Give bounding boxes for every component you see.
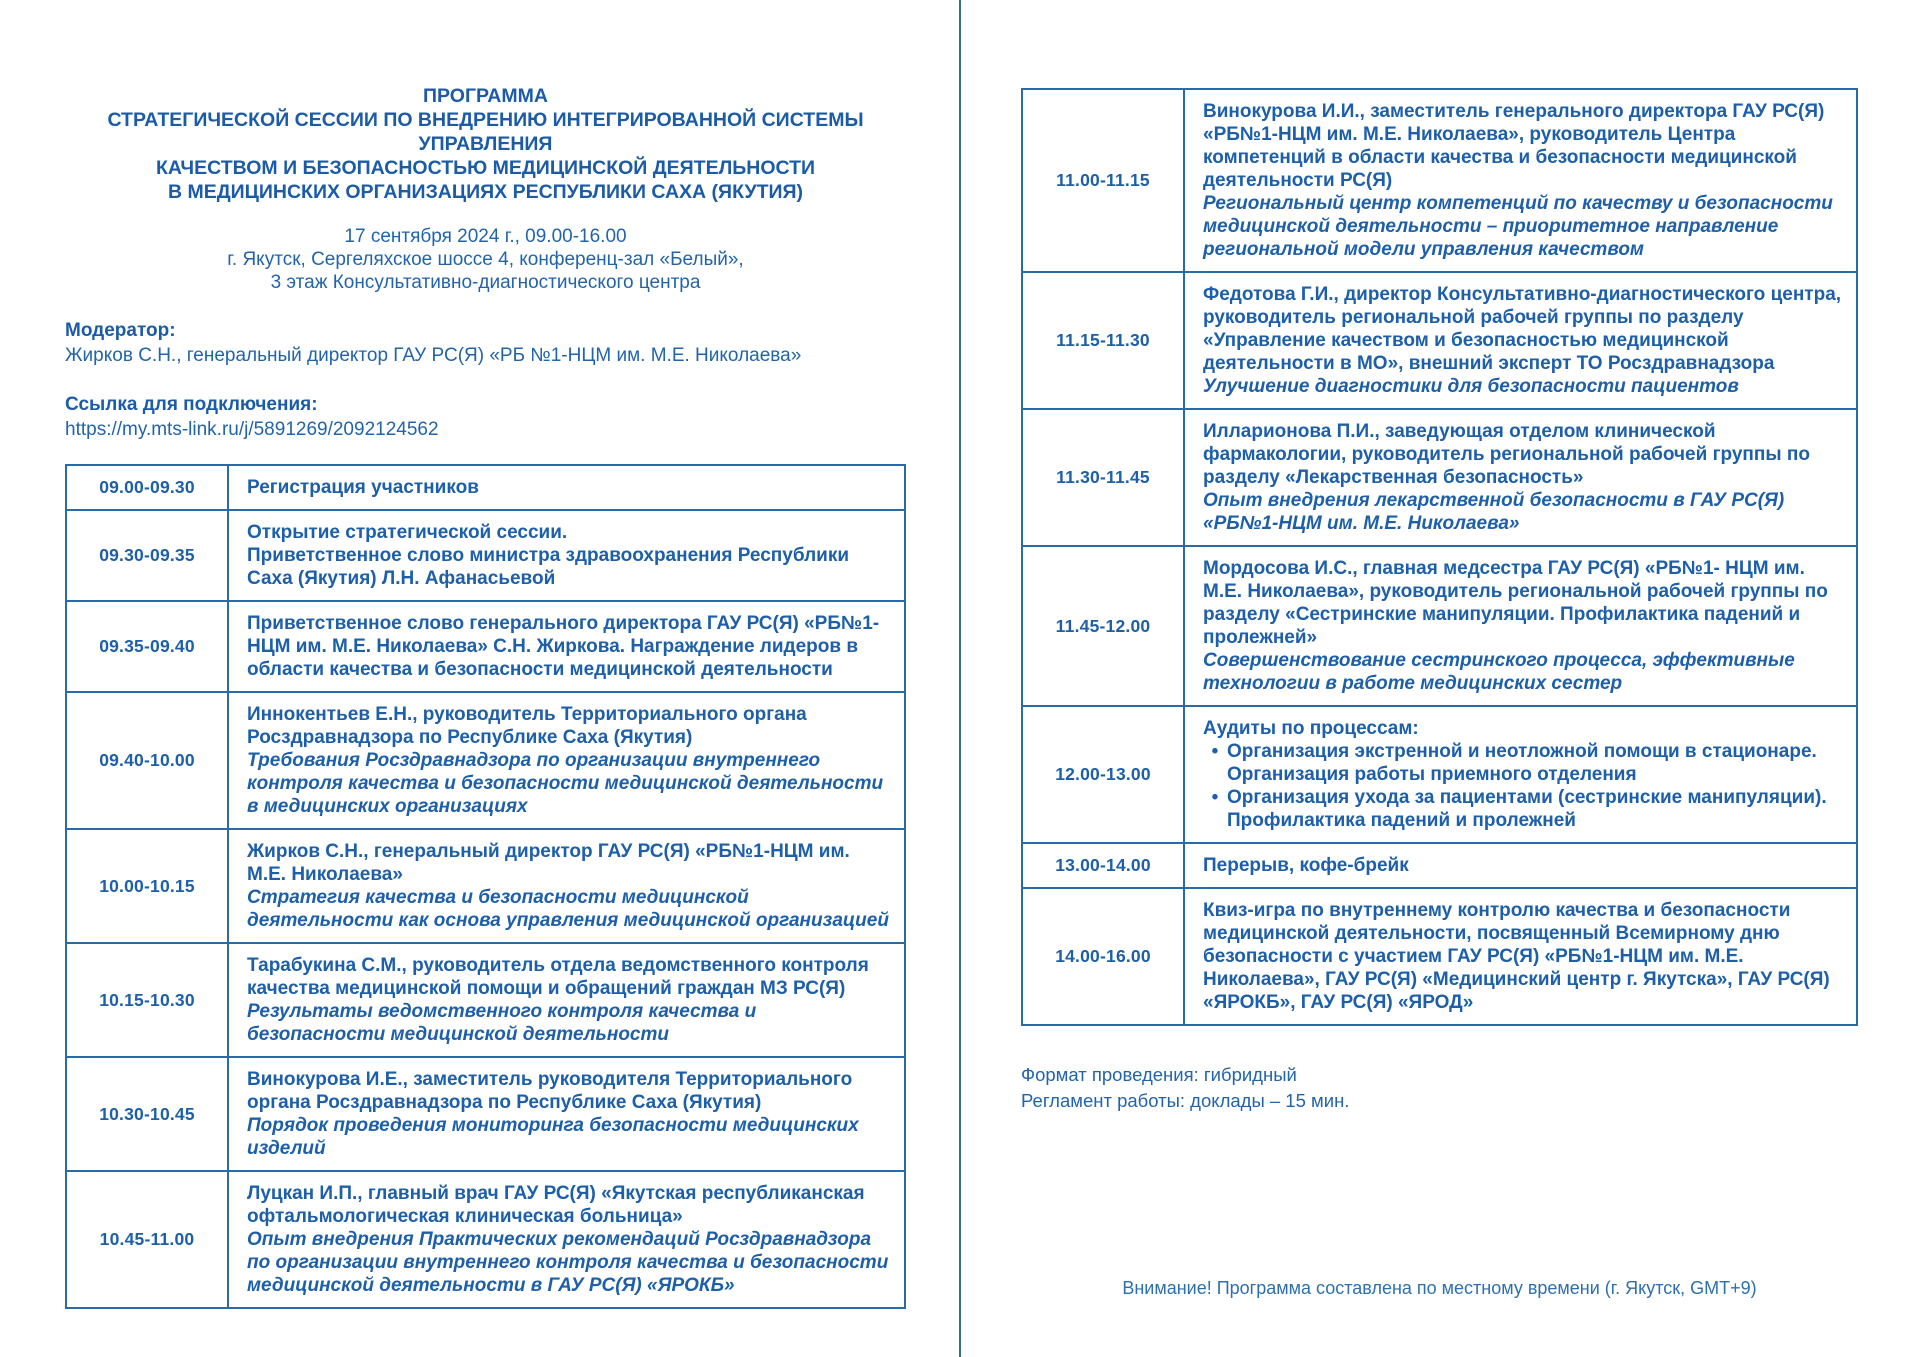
document-title-line: КАЧЕСТВОМ И БЕЗОПАСНОСТЬЮ МЕДИЦИНСКОЙ ДЕЯТЕЛЬНОСТИ <box>155 157 816 179</box>
session-speaker: Жирков С.Н., генеральный директор ГАУ РС(Я) «РБ№1-НЦМ им. М.Е. Николаева» <box>247 841 850 885</box>
left-page <box>65 0 906 1309</box>
session-speaker: Мордосова И.С., главная медсестра ГАУ РС(Я) «РБ№1- НЦМ им. М.Е. Николаева», руководитель региональной рабочей группы по разделу «Сестринские манипуляции. Профилактика падений и пролежней» <box>1203 558 1828 648</box>
event-rules: Регламент работы: доклады – 15 мин. <box>1021 1090 1350 1111</box>
time-slot: 11.30-11.45 <box>1022 409 1184 546</box>
right-page <box>1021 0 1858 1114</box>
session-topic: Совершенствование сестринского процесса, эффективные технологии в работе медицинских сестер <box>1203 650 1795 694</box>
session-description <box>228 943 905 1057</box>
time-slot: 11.00-11.15 <box>1022 89 1184 272</box>
schedule-table-afternoon <box>1021 88 1858 1026</box>
schedule-row <box>66 692 905 829</box>
bullet-icon: • <box>1211 787 1219 808</box>
session-speaker: Иннокентьев Е.Н., руководитель Территориального органа Росздравнадзора по Республике Саха (Якутия) <box>247 704 807 748</box>
time-slot: 14.00-16.00 <box>1022 888 1184 1025</box>
moderator-label: Модератор: <box>65 320 176 341</box>
session-description <box>228 510 905 601</box>
session-speaker: Перерыв, кофе-брейк <box>1203 855 1409 876</box>
connection-link[interactable]: https://my.mts-link.ru/j/5891269/2092124562 <box>65 419 439 440</box>
document-title-line: ПРОГРАММА <box>423 85 548 107</box>
session-speaker: Открытие стратегической сессии. <box>247 522 568 543</box>
session-speaker: Квиз-игра по внутреннему контролю качества и безопасности медицинской деятельности, посвященный Всемирному дню безопасности с участием ГАУ РС(Я) «РБ№1-НЦМ им. М.Е. Николаева», ГАУ РС(Я) «Медицинский центр г. Якутска», ГАУ РС(Я) «ЯРОКБ», ГАУ РС(Я) «ЯРОД» <box>1203 900 1830 1013</box>
schedule-row <box>1022 843 1857 888</box>
schedule-row <box>66 1171 905 1308</box>
schedule-table-morning <box>65 464 906 1309</box>
session-description <box>228 829 905 943</box>
session-topic: Опыт внедрения Практических рекомендаций Росздравнадзора по организации внутреннего контроля качества и безопасности медицинской деятельности в ГАУ РС(Я) «ЯРОКБ» <box>247 1229 889 1296</box>
session-topic: Порядок проведения мониторинга безопасности медицинских изделий <box>247 1115 859 1159</box>
session-speaker: Луцкан И.П., главный врач ГАУ РС(Я) «Якутская республиканская офтальмологическая клиническая больница» <box>247 1183 865 1227</box>
bullet-icon: • <box>1211 741 1219 762</box>
session-description <box>1184 546 1857 706</box>
moderator-name: Жирков С.Н., генеральный директор ГАУ РС(Я) «РБ №1-НЦМ им. М.Е. Николаева» <box>65 345 802 366</box>
time-slot: 09.40-10.00 <box>66 692 228 829</box>
time-slot: 09.00-09.30 <box>66 465 228 510</box>
session-description <box>1184 272 1857 409</box>
time-slot: 12.00-13.00 <box>1022 706 1184 843</box>
session-speaker: Аудиты по процессам: <box>1203 718 1419 739</box>
session-speaker: Регистрация участников <box>247 477 479 498</box>
session-description <box>1184 843 1857 888</box>
event-datetime-location <box>65 225 906 294</box>
schedule-row <box>66 601 905 692</box>
schedule-row <box>66 943 905 1057</box>
session-topic: Стратегия качества и безопасности медицинской деятельности как основа управления медицинской организацией <box>247 887 889 931</box>
time-slot: 10.45-11.00 <box>66 1171 228 1308</box>
schedule-row <box>66 829 905 943</box>
schedule-row <box>1022 706 1857 843</box>
document-title <box>65 84 906 204</box>
session-topic: Опыт внедрения лекарственной безопасности в ГАУ РС(Я) «РБ№1-НЦМ им. М.Е. Николаева» <box>1203 490 1785 534</box>
session-description <box>228 1171 905 1308</box>
time-slot: 10.00-10.15 <box>66 829 228 943</box>
bullet-text: Организация экстренной и неотложной помощи в стационаре. Организация работы приемного отделения <box>1227 741 1817 785</box>
schedule-row <box>1022 272 1857 409</box>
schedule-row <box>66 1057 905 1171</box>
session-speaker: Приветственное слово министра здравоохранения Республики Саха (Якутия) Л.Н. Афанасьевой <box>247 545 850 589</box>
document-title-line: В МЕДИЦИНСКИХ ОРГАНИЗАЦИЯХ РЕСПУБЛИКИ САХА (ЯКУТИЯ) <box>167 181 804 203</box>
session-description <box>228 465 905 510</box>
session-topic: Результаты ведомственного контроля качества и безопасности медицинской деятельности <box>247 1001 757 1045</box>
event-format: Формат проведения: гибридный <box>1021 1064 1297 1085</box>
event-format-block <box>1021 1062 1858 1114</box>
schedule-row <box>1022 409 1857 546</box>
session-speaker: Приветственное слово генерального директора ГАУ РС(Я) «РБ№1-НЦМ им. М.Е. Николаева» С.Н. Жиркова. Награждение лидеров в области качества и безопасности медицинской деятельности <box>247 613 880 680</box>
session-speaker: Винокурова И.И., заместитель генерального директора ГАУ РС(Я) «РБ№1-НЦМ им. М.Е. Николаева», руководитель Центра компетенций в области качества и безопасности медицинской деятельности РС(Я) <box>1203 101 1825 191</box>
session-description <box>228 601 905 692</box>
event-location-line: 3 этаж Консультативно-диагностического центра <box>270 272 701 293</box>
session-speaker: Винокурова И.Е., заместитель руководителя Территориального органа Росздравнадзора по Республике Саха (Якутия) <box>247 1069 853 1113</box>
event-location-line: г. Якутск, Сергеляхское шоссе 4, конференц-зал «Белый», <box>227 249 744 270</box>
time-slot: 09.30-09.35 <box>66 510 228 601</box>
timezone-note: Внимание! Программа составлена по местному времени (г. Якутск, GMT+9) <box>1122 1278 1757 1298</box>
document-title-line: СТРАТЕГИЧЕСКОЙ СЕССИИ ПО ВНЕДРЕНИЮ ИНТЕГРИРОВАННОЙ СИСТЕМЫ УПРАВЛЕНИЯ <box>107 109 864 155</box>
time-slot: 13.00-14.00 <box>1022 843 1184 888</box>
session-description <box>1184 409 1857 546</box>
schedule-row <box>66 510 905 601</box>
session-description <box>228 1057 905 1171</box>
schedule-row <box>1022 89 1857 272</box>
time-slot: 10.15-10.30 <box>66 943 228 1057</box>
session-topic: Региональный центр компетенций по качеству и безопасности медицинской деятельности – приоритетное направление региональной модели управления качеством <box>1203 193 1833 260</box>
session-speaker: Федотова Г.И., директор Консультативно-диагностического центра, руководитель региональной рабочей группы по разделу «Управление качеством и безопасностью медицинской деятельности в МО», внешний эксперт ТО Росздравнадзора <box>1203 284 1842 374</box>
schedule-row <box>1022 888 1857 1025</box>
session-description <box>1184 888 1857 1025</box>
connection-link-block <box>65 392 906 442</box>
session-description <box>1184 89 1857 272</box>
session-speaker: Илларионова П.И., заведующая отделом клинической фармакологии, руководитель региональной рабочей группы по разделу «Лекарственная безопасность» <box>1203 421 1810 488</box>
session-topic: Улучшение диагностики для безопасности пациентов <box>1203 376 1739 397</box>
schedule-row <box>66 465 905 510</box>
session-speaker: Тарабукина С.М., руководитель отдела ведомственного контроля качества медицинской помощи и обращений граждан МЗ РС(Я) <box>247 955 869 999</box>
connection-link-label: Ссылка для подключения: <box>65 394 318 415</box>
event-datetime: 17 сентября 2024 г., 09.00-16.00 <box>344 226 627 247</box>
schedule-row <box>1022 546 1857 706</box>
session-bullet-item <box>1203 740 1842 786</box>
moderator-block <box>65 318 906 368</box>
time-slot: 11.15-11.30 <box>1022 272 1184 409</box>
time-slot: 10.30-10.45 <box>66 1057 228 1171</box>
session-bullet-item <box>1203 786 1842 832</box>
session-description <box>228 692 905 829</box>
session-topic: Требования Росздравнадзора по организации внутреннего контроля качества и безопасности медицинской деятельности в медицинских организациях <box>247 750 884 817</box>
time-slot: 09.35-09.40 <box>66 601 228 692</box>
page-divider <box>959 0 961 1357</box>
session-description <box>1184 706 1857 843</box>
time-slot: 11.45-12.00 <box>1022 546 1184 706</box>
bullet-text: Организация ухода за пациентами (сестринские манипуляции). Профилактика падений и пролежней <box>1227 787 1827 831</box>
